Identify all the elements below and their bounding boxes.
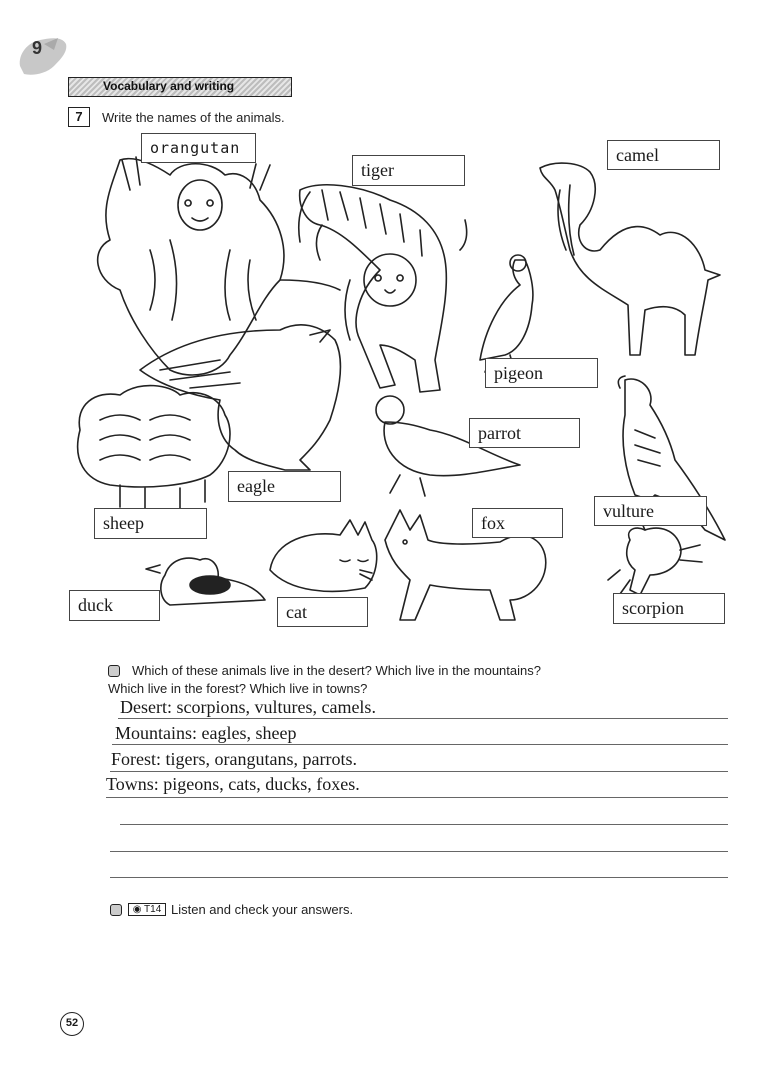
writing-rule (112, 744, 728, 745)
label-orangutan[interactable]: orangutan (141, 133, 256, 163)
camel-drawing (540, 163, 720, 355)
page-number: 52 (60, 1012, 84, 1036)
label-fox[interactable]: fox (472, 508, 563, 538)
writing-rule (106, 797, 728, 798)
cd-track-number: T14 (144, 904, 162, 915)
answer-line-1[interactable]: Desert: scorpions, vultures, camels. (120, 697, 376, 717)
cat-drawing (270, 520, 377, 591)
writing-rule[interactable] (110, 851, 728, 852)
section-title: Vocabulary and writing (103, 79, 235, 93)
unit-marker (14, 30, 70, 80)
orangutan-drawing (98, 157, 340, 375)
answer-line-3[interactable]: Forest: tigers, orangutans, parrots. (111, 749, 357, 769)
section-header (68, 77, 292, 97)
listen-instruction: Listen and check your answers. (171, 902, 354, 917)
cd-icon: ◉ (132, 904, 142, 915)
question-line-1: Which of these animals live in the desert? Which live in the mountains? (132, 663, 541, 678)
label-scorpion[interactable]: scorpion (613, 593, 725, 624)
label-tiger[interactable]: tiger (352, 155, 465, 186)
speaking-icon (108, 665, 120, 677)
label-sheep[interactable]: sheep (94, 508, 207, 539)
sheep-drawing (78, 386, 230, 508)
writing-rule[interactable] (110, 877, 728, 878)
writing-rule (110, 771, 728, 772)
exercise-instruction: Write the names of the animals. (102, 110, 285, 125)
unit-number: 9 (32, 38, 43, 58)
label-camel[interactable]: camel (607, 140, 720, 170)
cd-track-badge (128, 903, 166, 916)
eagle-drawing (140, 325, 340, 470)
label-parrot[interactable]: parrot (469, 418, 580, 448)
pigeon-drawing (480, 255, 533, 373)
animals-illustration (60, 130, 740, 630)
label-eagle[interactable]: eagle (228, 471, 341, 502)
answer-line-4[interactable]: Towns: pigeons, cats, ducks, foxes. (106, 774, 360, 794)
listen-icon (110, 904, 122, 916)
writing-rule (118, 718, 728, 719)
answer-line-2[interactable]: Mountains: eagles, sheep (115, 723, 297, 743)
label-pigeon[interactable]: pigeon (485, 358, 598, 388)
question-line-2: Which live in the forest? Which live in towns? (108, 681, 368, 696)
tiger-drawing (299, 185, 467, 392)
label-duck[interactable]: duck (69, 590, 160, 621)
label-vulture[interactable]: vulture (594, 496, 707, 526)
label-cat[interactable]: cat (277, 597, 368, 627)
duck-drawing (146, 558, 265, 605)
writing-rule[interactable] (120, 824, 728, 825)
exercise-number: 7 (68, 107, 90, 127)
